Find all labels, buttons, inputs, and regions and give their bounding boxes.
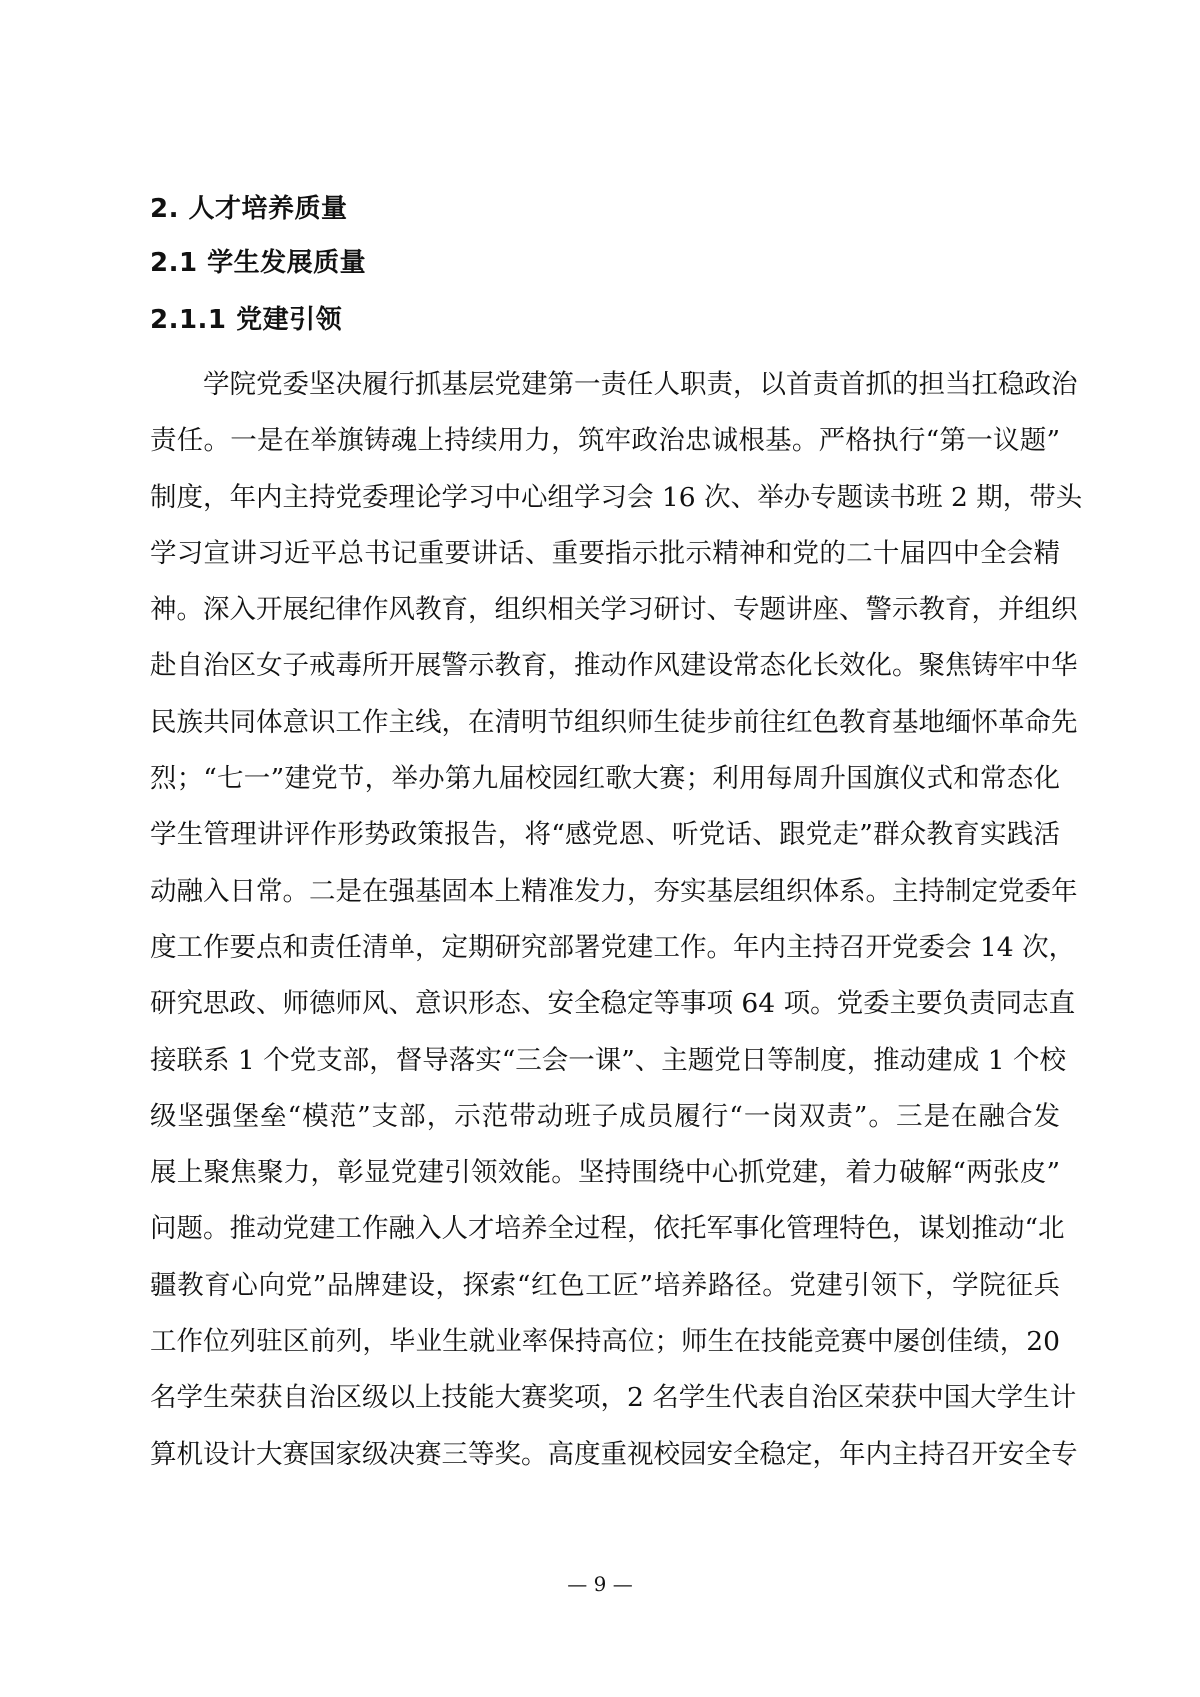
paragraph-line: 赴自治区女子戒毒所开展警示教育，推动作风建设常态化长效化。聚焦铸牢中华	[150, 650, 1078, 682]
paragraph-line: 烈；“七一”建党节，举办第九届校园红歌大赛；利用每周升国旗仪式和常态化	[150, 763, 1060, 795]
paragraph-line: 学院党委坚决履行抓基层党建第一责任人职责，以首责首抓的担当扛稳政治	[203, 369, 1078, 400]
subsection-heading: 2.1 学生发展质量	[150, 248, 367, 278]
section-heading: 2. 人才培养质量	[150, 194, 348, 224]
paragraph-line: 神。深入开展纪律作风教育，组织相关学习研讨、专题讲座、警示教育，并组织	[150, 594, 1078, 626]
paragraph-line: 算机设计大赛国家级决赛三等奖。高度重视校园安全稳定，年内主持召开安全专	[150, 1438, 1078, 1470]
paragraph-line: 级坚强堡垒“模范”支部，示范带动班子成员履行“一岗双责”。三是在融合发	[150, 1100, 1060, 1132]
paragraph-line: 问题。推动党建工作融入人才培养全过程，依托军事化管理特色，谋划推动“北	[150, 1213, 1065, 1245]
paragraph-line: 展上聚焦聚力，彰显党建引领效能。坚持围绕中心抓党建，着力破解“两张皮”	[150, 1157, 1060, 1189]
paragraph-line: 学生管理讲评作形势政策报告，将“感党恩、听党话、跟党走”群众教育实践活	[150, 819, 1060, 851]
paragraph-line: 制度，年内主持党委理论学习中心组学习会 16 次、举办专题读书班 2 期，带头	[150, 481, 1083, 513]
paragraph-line: 民族共同体意识工作主线，在清明节组织师生徒步前往红色教育基地缅怀革命先	[150, 706, 1078, 738]
page-number: — 9 —	[567, 1572, 633, 1596]
paragraph-line: 度工作要点和责任清单，定期研究部署党建工作。年内主持召开党委会 14 次，	[150, 931, 1076, 963]
paragraph-line: 研究思政、师德师风、意识形态、安全稳定等事项 64 项。党委主要负责同志直	[150, 988, 1076, 1020]
sub-subsection-heading: 2.1.1 党建引领	[150, 305, 343, 335]
body-paragraph	[150, 357, 1083, 1483]
paragraph-line: 疆教育心向党”品牌建设，探索“红色工匠”培养路径。党建引领下，学院征兵	[150, 1269, 1060, 1301]
paragraph-line: 责任。一是在举旗铸魂上持续用力，筑牢政治忠诚根基。严格执行“第一议题”	[150, 425, 1060, 457]
paragraph-line: 接联系 1 个党支部，督导落实“三会一课”、主题党日等制度，推动建成 1 个校	[150, 1044, 1067, 1076]
paragraph-line: 学习宣讲习近平总书记重要讲话、重要指示批示精神和党的二十届四中全会精	[150, 537, 1060, 569]
paragraph-line: 工作位列驻区前列，毕业生就业率保持高位；师生在技能竞赛中屡创佳绩，20	[150, 1326, 1060, 1358]
paragraph-line: 动融入日常。二是在强基固本上精准发力，夯实基层组织体系。主持制定党委年	[150, 875, 1078, 907]
paragraph-line: 名学生荣获自治区级以上技能大赛奖项，2 名学生代表自治区荣获中国大学生计	[150, 1382, 1077, 1414]
